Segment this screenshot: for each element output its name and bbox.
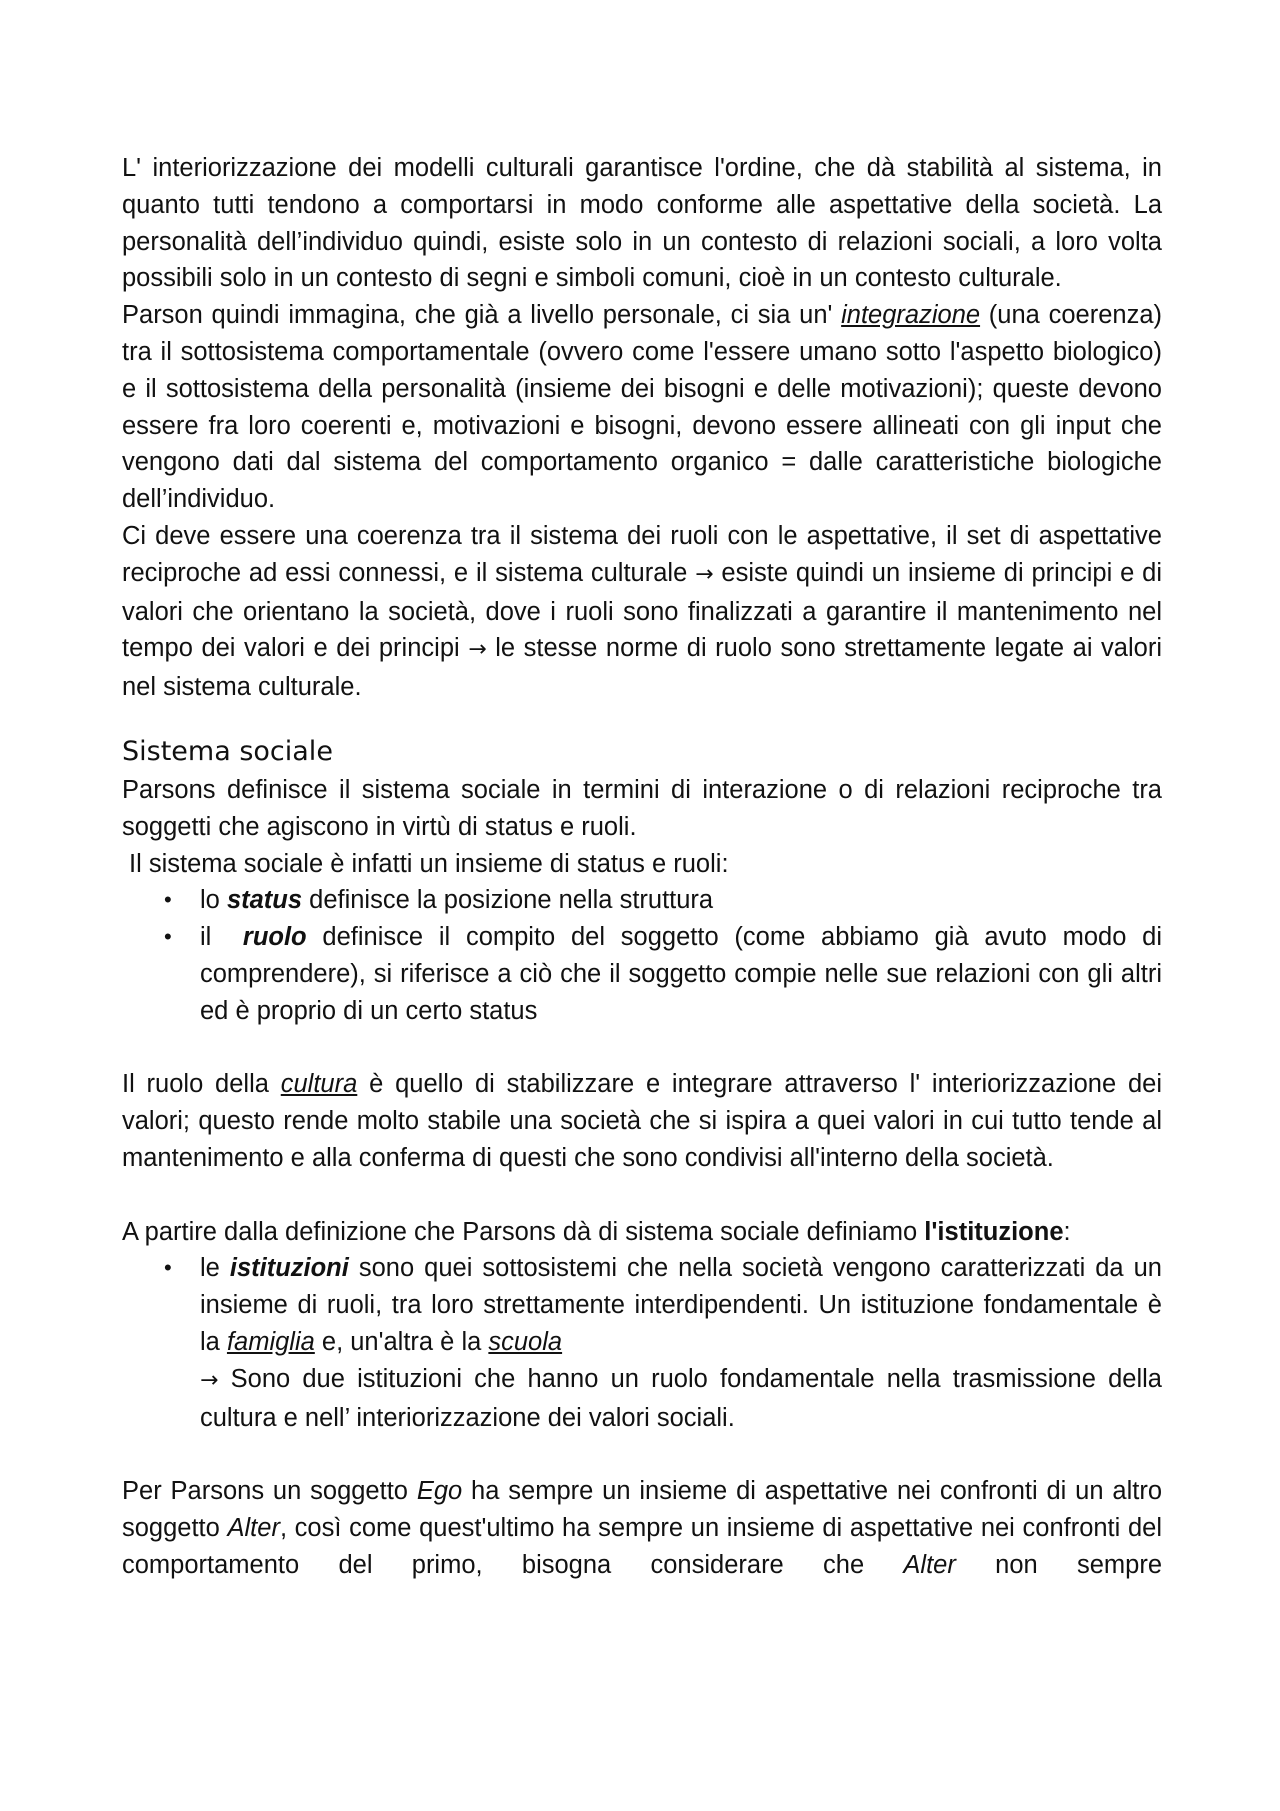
paragraph-status-ruoli: Il sistema sociale è infatti un insieme di status e ruoli: (129, 849, 729, 878)
list-item-text: lo (200, 886, 227, 915)
paragraph-definizione: Parsons definisce il sistema sociale in termini di interazione o di relazioni reciproche tra soggetti che agiscono in virtù di status e ruoli. (122, 775, 1162, 841)
list-item-text: definisce il compito del soggetto (come abbiamo già avuto modo di comprendere), si riferisce a ciò che il soggetto compie nelle sue relazioni con gli altri ed è proprio di un certo status (200, 923, 1163, 1025)
paragraph-text: : (1063, 1217, 1071, 1246)
paragraph-text: è quello di stabilizzare e integrare attraverso l' interiorizzazione dei valori; questo rende molto stabile una società che si ispira a quei valori in cui tutto tende al mantenimento e alla conferma di questi che sono condivisi all'interno della società. (122, 1070, 1162, 1172)
list-item (122, 919, 1162, 1029)
term-alter: Alter (227, 1513, 280, 1542)
paragraph-text: esiste quindi un insieme di principi e di valori che orientano la società, dove i ruoli sono finalizzati a garantire il mantenimento nel tempo dei valori e dei principi (122, 558, 1162, 663)
term-cultura: cultura (280, 1070, 358, 1099)
status-role-list (122, 882, 1162, 1029)
paragraph-text: ha sempre un insieme di aspettative nei confronti di un altro soggetto (122, 1477, 1162, 1542)
bullet-icon: • (164, 924, 172, 950)
list-item-text: e, un'altra è la (314, 1327, 489, 1356)
paragraph-istituzione (122, 1214, 1162, 1251)
list-item-text: il (200, 923, 243, 952)
term-istituzioni: istituzioni (229, 1254, 349, 1283)
arrow-right-icon: → (200, 1367, 219, 1393)
paragraph-text: Per Parsons un soggetto (122, 1477, 417, 1506)
paragraph-text: non sempre (955, 1550, 1162, 1579)
section-heading: Sistema sociale (122, 735, 333, 767)
list-item (122, 1250, 1162, 1436)
term-istituzione: l'istituzione (924, 1217, 1064, 1246)
paragraph-coerenza (122, 518, 1162, 706)
spacer (122, 1436, 1162, 1473)
bullet-icon: • (164, 1255, 172, 1281)
institution-list (122, 1250, 1162, 1436)
list-item-text: Sono due istituzioni che hanno un ruolo fondamentale nella trasmissione della cultura e nell’ interiorizzazione dei valori sociali. (200, 1364, 1162, 1432)
paragraph-text: Ci deve essere una coerenza tra il sistema dei ruoli con le aspettative, il set di aspettative reciproche ad essi connessi, e il sistema culturale (122, 521, 1162, 587)
paragraph-text: A partire dalla definizione che Parsons dà di sistema sociale definiamo (122, 1217, 925, 1246)
spacer (122, 1030, 1162, 1067)
paragraph-text: (una coerenza) tra il sottosistema comportamentale (ovvero come l'essere umano sotto l'aspetto biologico) e il sottosistema della personalità (insieme dei bisogni e delle motivazioni); queste devono essere fra loro coerenti e, motivazioni e bisogni, devono essere allineati con gli input che vengono dati dal sistema del comportamento organico = dalle caratteristiche biologiche dell’individuo. (122, 301, 1162, 514)
paragraph-ego-alter (122, 1473, 1162, 1583)
bullet-icon: • (164, 887, 172, 913)
term-status: status (226, 886, 303, 915)
list-item-text: le (200, 1254, 230, 1283)
term-integrazione: integrazione (841, 301, 981, 330)
list-item (122, 882, 1162, 919)
paragraph-integrazione (122, 297, 1162, 518)
list-item-text: sono quei sottosistemi che nella società vengono caratterizzati da un insieme di ruoli, tra loro strettamente interdipendenti. Un istituzione fondamentale è la (200, 1254, 1162, 1356)
paragraph-cultura (122, 1066, 1162, 1176)
term-alter: Alter (903, 1550, 956, 1579)
term-scuola: scuola (488, 1327, 563, 1356)
arrow-right-icon: → (468, 637, 487, 663)
paragraph-text: Il ruolo della (122, 1070, 281, 1099)
paragraph-text: Parson quindi immagina, che già a livello personale, ci sia un' (122, 301, 842, 330)
list-item-text: definisce la posizione nella struttura (302, 886, 714, 915)
term-famiglia: famiglia (226, 1327, 315, 1356)
paragraph-text: le stesse norme di ruolo sono strettamente legate ai valori nel sistema culturale. (122, 634, 1162, 702)
paragraph-text: , così come quest'ultimo ha sempre un insieme di aspettative nei confronti del comportamento del primo, bisogna considerare che (122, 1513, 1163, 1579)
spacer (122, 1177, 1162, 1214)
arrow-right-icon: → (695, 561, 714, 587)
term-ruolo: ruolo (242, 923, 307, 952)
term-ego: Ego (416, 1477, 463, 1506)
paragraph-interiorizzazione: L' interiorizzazione dei modelli culturali garantisce l'ordine, che dà stabilità al sistema, in quanto tutti tendono a comportarsi in modo conforme alle aspettative della società. La personalità dell’individuo quindi, esiste solo in un contesto di relazioni sociali, a loro volta possibili solo in un contesto di segni e simboli comuni, cioè in un contesto culturale. (122, 154, 1162, 293)
document-page (122, 150, 1162, 1583)
